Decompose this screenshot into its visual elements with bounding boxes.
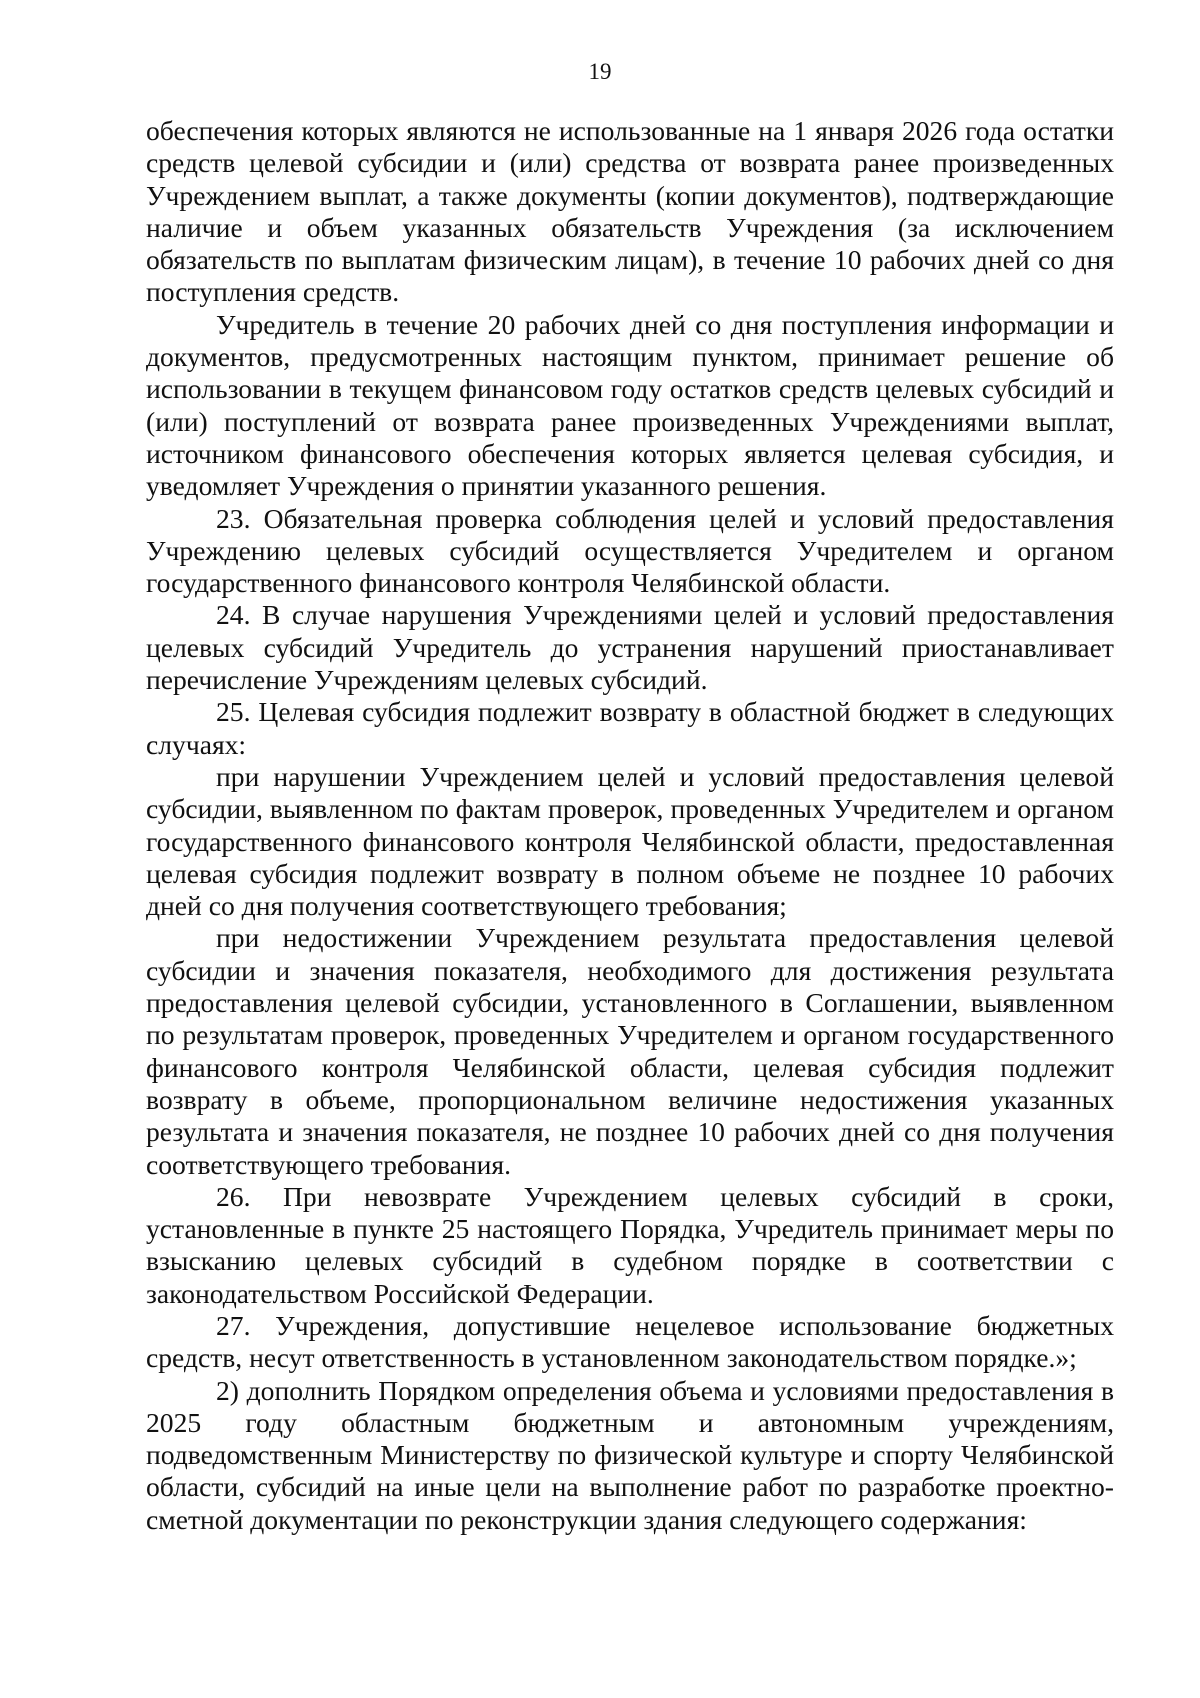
paragraph-item-25: 25. Целевая субсидия подлежит возврату в областной бюджет в следующих случаях: <box>146 696 1114 760</box>
paragraph-item-27: 27. Учреждения, допустившие нецелевое использование бюджетных средств, несут ответственность в установленном законодательством порядке.»; <box>146 1309 1114 1374</box>
paragraph-continuation: обеспечения которых являются не использованные на 1 января 2026 года остатки средств целевой субсидии и (или) средства от возврата ранее произведенных Учреждением выплат, а также документы (копии документов), подтверждающие наличие и объем указанных обязательств Учреждения (за исключением обязательств по выплатам физическим лицам), в течение 10 рабочих дней со дня поступления средств. <box>146 115 1114 308</box>
paragraph-item-26: 26. При невозврате Учреждением целевых субсидий в сроки, установленные в пункте 25 настоящего Порядка, Учредитель принимает меры по взысканию целевых субсидий в судебном порядке в соответствии с законодательством Российской Федерации. <box>146 1180 1114 1309</box>
paragraph-amendment-2: 2) дополнить Порядком определения объема и условиями предоставления в 2025 году областным бюджетным и автономным учреждениям, подведомственным Министерству по физической культуре и спорту Челябинской области, субсидий на иные цели на выполнение работ по разработке проектно-сметной документации по реконструкции здания следующего содержания: <box>146 1374 1114 1535</box>
paragraph-item-23: 23. Обязательная проверка соблюдения целей и условий предоставления Учреждению целевых субсидий осуществляется Учредителем и органом государственного финансового контроля Челябинской области. <box>146 502 1114 599</box>
paragraph-case-violation: при нарушении Учреждением целей и условий предоставления целевой субсидии, выявленном по фактам проверок, проведенных Учредителем и органом государственного финансового контроля Челябинской области, предоставленная целевая субсидия подлежит возврату в полном объеме не позднее 10 рабочих дней со дня получения соответствующего требования; <box>146 760 1114 922</box>
paragraph-case-nonachievement: при недостижении Учреждением результата предоставления целевой субсидии и значения показателя, необходимого для достижения результата предоставления целевой субсидии, установленного в Соглашении, выявленном по результатам проверок, проведенных Учредителем и органом государственного финансового контроля Челябинской области, целевая субсидия подлежит возврату в объеме, пропорциональном величине недостижения указанных результата и значения показателя, не позднее 10 рабочих дней со дня получения соответствующего требования. <box>146 922 1114 1180</box>
document-body <box>146 115 1114 1536</box>
page-number: 19 <box>588 59 612 84</box>
paragraph-item-24: 24. В случае нарушения Учреждениями целей и условий предоставления целевых субсидий Учредитель до устранения нарушений приостанавливает перечисление Учреждениям целевых субсидий. <box>146 599 1114 696</box>
paragraph-founder-decision: Учредитель в течение 20 рабочих дней со дня поступления информации и документов, предусмотренных настоящим пунктом, принимает решение об использовании в текущем финансовом году остатков средств целевых субсидий и (или) поступлений от возврата ранее произведенных Учреждениями выплат, источником финансового обеспечения которых является целевая субсидия, и уведомляет Учреждения о принятии указанного решения. <box>146 308 1114 502</box>
